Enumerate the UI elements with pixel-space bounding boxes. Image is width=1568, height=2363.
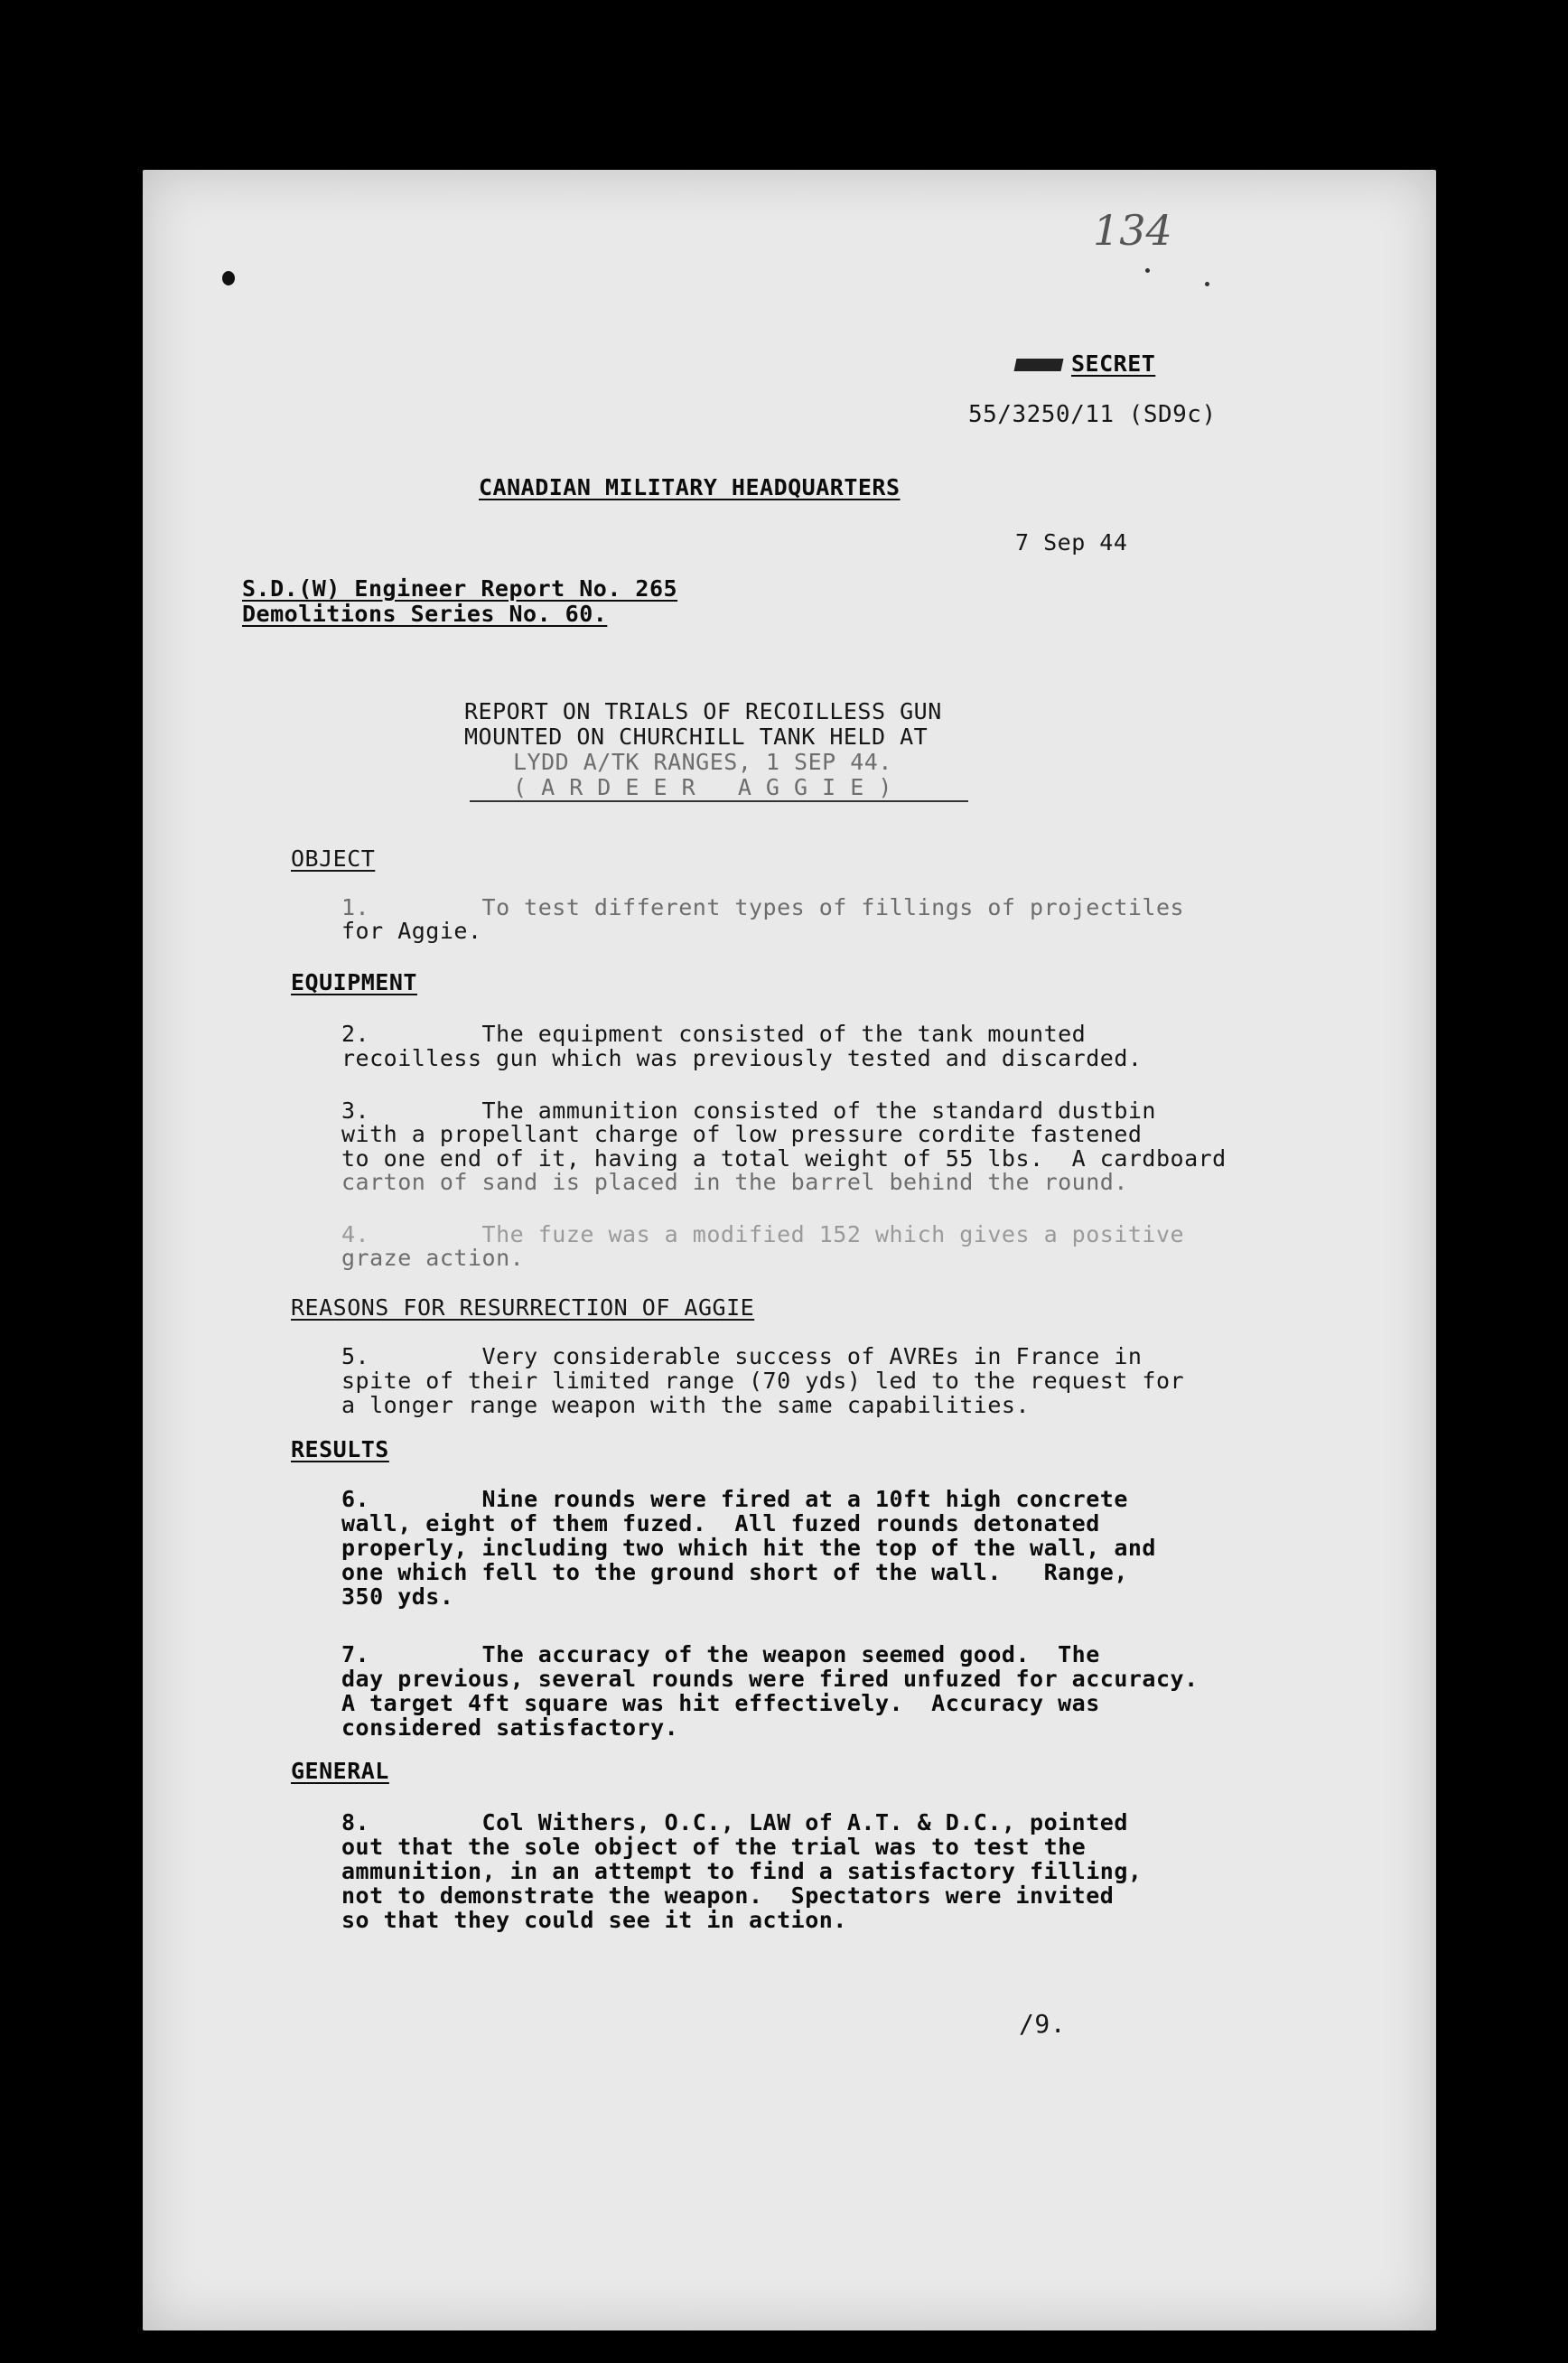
section-heading-results: RESULTS [291,1436,389,1462]
paragraph-line: 4. The fuze was a modified 152 which gives a positive [341,1221,1185,1247]
paragraph-line: 7. The accuracy of the weapon seemed good. The [341,1641,1100,1667]
continuation-marker: /9. [1019,2009,1067,2039]
paragraph-line: 1. To test different types of fillings of projectiles [341,894,1185,920]
paragraph-line: ammunition, in an attempt to find a satisfactory filling, [341,1858,1143,1884]
page-number-handwritten: 134 [1093,206,1172,255]
report-title-line: MOUNTED ON CHURCHILL TANK HELD AT [464,724,929,750]
paragraph-line: graze action. [341,1245,525,1271]
smudge-mark [1145,268,1150,273]
paragraph-line: 2. The equipment consisted of the tank mounted [341,1021,1087,1047]
paragraph-line: day previous, several rounds were fired unfuzed for accuracy. [341,1666,1199,1692]
section-heading-reasons: REASONS FOR RESURRECTION OF AGGIE [291,1294,755,1321]
section-heading-object: OBJECT [291,845,376,872]
paragraph-line: 3. The ammunition consisted of the standard dustbin [341,1097,1156,1124]
paragraph-line: wall, eight of them fuzed. All fuzed rounds detonated [341,1510,1100,1536]
headquarters-heading: CANADIAN MILITARY HEADQUARTERS [479,474,901,500]
paragraph-line: to one end of it, having a total weight of 55 lbs. A cardboard [341,1145,1227,1172]
paragraph-line: 5. Very considerable success of AVREs in France in [341,1343,1143,1369]
paragraph-line: a longer range weapon with the same capabilities. [341,1392,1031,1418]
report-title-line: REPORT ON TRIALS OF RECOILLESS GUN [464,698,942,724]
section-heading-equipment: EQUIPMENT [291,969,417,995]
paragraph-line: out that the sole object of the trial was to test the [341,1834,1087,1860]
smudge-mark [1205,282,1209,286]
classification-stamp: SECRET [1015,350,1155,378]
paragraph-line: for Aggie. [341,918,482,944]
title-underline [470,800,968,802]
document-date: 7 Sep 44 [1015,529,1128,556]
punch-hole-mark [222,271,235,285]
paragraph-line: carton of sand is placed in the barrel behind the round. [341,1169,1128,1195]
section-heading-general: GENERAL [291,1758,389,1784]
paragraph-line: 350 yds. [341,1583,454,1610]
paragraph-line: recoilless gun which was previously tested and discarded. [341,1045,1143,1071]
paragraph-line: 8. Col Withers, O.C., LAW of A.T. & D.C., pointed [341,1809,1128,1835]
redaction-mark [1014,359,1064,371]
paragraph-line: so that they could see it in action. [341,1907,847,1933]
paragraph-line: one which fell to the ground short of the wall. Range, [341,1559,1128,1585]
file-reference: 55/3250/11 (SD9c) [968,401,1217,428]
paragraph-line: considered satisfactory. [341,1714,679,1741]
report-number: S.D.(W) Engineer Report No. 265 [242,575,678,602]
paragraph-line: with a propellant charge of low pressure cordite fastened [341,1121,1143,1147]
report-series: Demolitions Series No. 60. [242,601,608,627]
paragraph-line: A target 4ft square was hit effectively. Accuracy was [341,1690,1100,1716]
report-title-line: ( A R D E E R A G G I E ) [513,774,892,800]
paragraph-line: not to demonstrate the weapon. Spectators were invited [341,1882,1115,1909]
paragraph-line: 6. Nine rounds were fired at a 10ft high concrete [341,1486,1128,1512]
paragraph-line: properly, including two which hit the top of the wall, and [341,1535,1156,1561]
report-title-line: LYDD A/TK RANGES, 1 SEP 44. [513,749,892,775]
paragraph-line: spite of their limited range (70 yds) led to the request for [341,1368,1185,1394]
